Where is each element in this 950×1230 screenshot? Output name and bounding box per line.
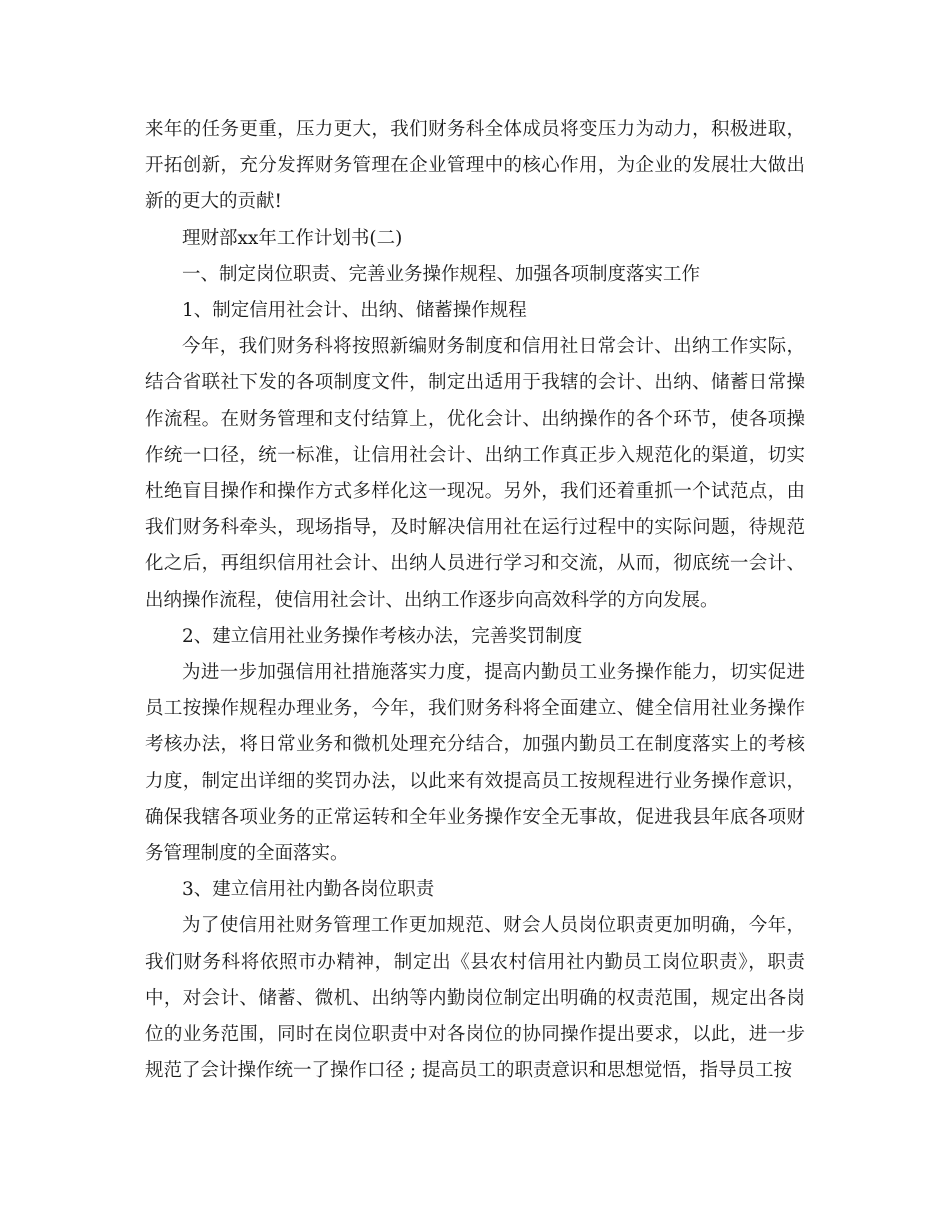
subsection-heading-1: 1、制定信用社会计、出纳、储蓄操作规程	[182, 300, 527, 322]
paragraph-body-1: 今年，我们财务科将按照新编财务制度和信用社日常会计、出纳工作实际，结合省联社下发的各项制度文件，制定出适用于我辖的会计、出纳、储蓄日常操作流程。在财务管理和支付结算上，优化会计、出纳操作的各个环节，使各项操作统一口径，统一标准，让信用社会计、出纳工作真正步入规范化的渠道，切实杜绝盲目操作和操作方式多样化这一现况。另外，我们还着重抓一个试范点，由我们财务科牵头，现场指导，及时解决信用社在运行过程中的实际问题，待规范化之后，再组织信用社会计、出纳人员进行学习和交流，从而，彻底统一会计、出纳操作流程，使信用社会计、出纳工作逐步向高效科学的方向发展。	[145, 336, 805, 611]
subsection-heading-2: 2、建立信用社业务操作考核办法，完善奖罚制度	[182, 625, 583, 647]
paragraph-continuation: 来年的任务更重，压力更大，我们财务科全体成员将变压力为动力，积极进取，开拓创新，充分发挥财务管理在企业管理中的核心作用，为企业的发展壮大做出新的更大的贡献!	[145, 119, 805, 213]
document-title: 理财部xx年工作计划书(二)	[182, 227, 403, 249]
paragraph-body-3: 为了使信用社财务管理工作更加规范、财会人员岗位职责更加明确，今年，我们财务科将依照市办精神，制定出《县农村信用社内勤员工岗位职责》，职责中，对会计、储蓄、微机、出纳等内勤岗位制定出明确的权责范围，规定出各岗位的业务范围，同时在岗位职责中对各岗位的协同操作提出要求，以此，进一步规范了会计操作统一了操作口径 ; 提高员工的职责意识和思想觉悟，指导员工按	[145, 915, 805, 1082]
paragraph-body-2: 为进一步加强信用社措施落实力度，提高内勤员工业务操作能力，切实促进员工按操作规程办理业务，今年，我们财务科将全面建立、健全信用社业务操作考核办法，将日常业务和微机处理充分结合，加强内勤员工在制度落实上的考核力度，制定出详细的奖罚办法，以此来有效提高员工按规程进行业务操作意识，确保我辖各项业务的正常运转和全年业务操作安全无事故，促进我县年底各项财务管理制度的全面落实。	[145, 662, 805, 865]
section-heading-1: 一、制定岗位职责、完善业务操作规程、加强各项制度落实工作	[182, 263, 701, 285]
document-body	[145, 112, 805, 1089]
subsection-heading-3: 3、建立信用社内勤各岗位职责	[182, 879, 435, 901]
